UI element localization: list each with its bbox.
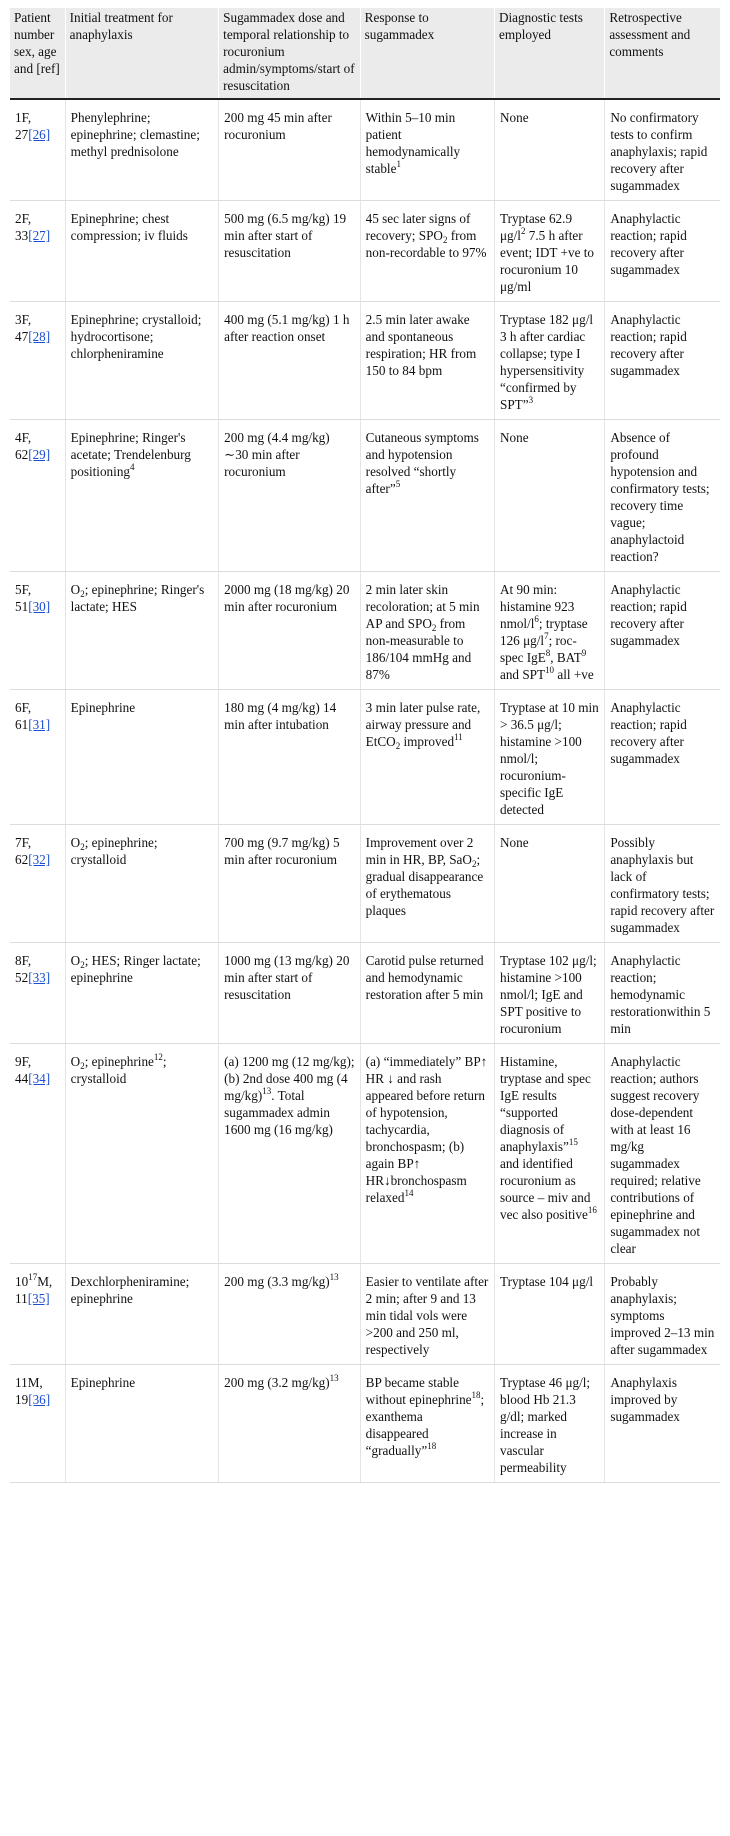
cell-response bbox=[360, 825, 494, 943]
cell-assessment bbox=[605, 1264, 720, 1365]
footnote-marker: 13 bbox=[329, 1272, 339, 1282]
cell-tests bbox=[494, 825, 604, 943]
cell-text: Epinephrine bbox=[70, 1375, 136, 1390]
reference-link[interactable]: [32] bbox=[28, 852, 51, 867]
cell-text: Easier to ventilate after 2 min; after 9 and 13 min tidal vols were >200 and 250 ml, respectively bbox=[365, 1274, 489, 1357]
table-row bbox=[10, 420, 720, 572]
cell-tests bbox=[494, 420, 604, 572]
cell-text: Anaphylaxis improved by sugammadex bbox=[610, 1375, 680, 1424]
subscript: 2 bbox=[80, 960, 85, 970]
footnote-marker: 2 bbox=[520, 226, 526, 236]
cell-dose bbox=[219, 1365, 361, 1483]
cell-assessment bbox=[605, 1044, 720, 1264]
cell-tests bbox=[494, 1264, 604, 1365]
cell-patient bbox=[10, 690, 65, 825]
cell-text: O bbox=[70, 582, 81, 597]
cell-text: Tryptase at 10 min > 36.5 μg/l; histamine >100 nmol/l; rocuronium-specific IgE detected bbox=[499, 700, 599, 817]
cell-assessment bbox=[605, 1365, 720, 1483]
cell-text: 2 min later skin recoloration; at 5 min AP and SPO bbox=[365, 582, 480, 631]
cell-tests bbox=[494, 201, 604, 302]
cell-text: Anaphylactic reaction; authors suggest recovery dose-dependent with at least 16 mg/kg sugammadex required; relative contributions of epinephrine and sugammadex not clear bbox=[610, 1054, 701, 1256]
subscript: 2 bbox=[431, 623, 437, 633]
cell-text: (a) “immediately” BP↑ HR ↓ and rash appeared before return of hypotension, tachycardia, bronchospasm; (b) again BP↑ HR↓bronchospasm relaxed bbox=[365, 1054, 488, 1205]
footnote-marker: 10 bbox=[545, 665, 555, 675]
cell-text: ; exanthema disappeared “gradually” bbox=[365, 1392, 485, 1458]
cell-text: 500 mg (6.5 mg/kg) 19 min after start of resuscitation bbox=[224, 211, 347, 260]
cell-response bbox=[360, 99, 494, 201]
reference-link[interactable]: [29] bbox=[28, 447, 51, 462]
footnote-marker: 5 bbox=[395, 479, 401, 489]
cell-response bbox=[360, 1264, 494, 1365]
cell-text: Epinephrine; crystalloid; hydrocortisone; chlorpheniramine bbox=[70, 312, 202, 361]
reference-link[interactable]: [36] bbox=[28, 1392, 51, 1407]
cell-text: Carotid pulse returned and hemodynamic restoration after 5 min bbox=[365, 953, 484, 1002]
table-row bbox=[10, 1365, 720, 1483]
cell-text: None bbox=[499, 110, 529, 125]
cell-response bbox=[360, 302, 494, 420]
cell-text: Histamine, tryptase and spec IgE results “supported diagnosis of anaphylaxis” bbox=[499, 1054, 591, 1154]
cell-text: Anaphylactic reaction; rapid recovery after sugammadex bbox=[610, 582, 687, 648]
cell-text: At 90 min: histamine 923 nmol/l bbox=[499, 582, 575, 631]
cell-assessment bbox=[605, 420, 720, 572]
cell-dose bbox=[219, 825, 361, 943]
cell-assessment bbox=[605, 690, 720, 825]
cell-response bbox=[360, 690, 494, 825]
cell-text: 400 mg (5.1 mg/kg) 1 h after reaction onset bbox=[224, 312, 350, 344]
cell-text: Tryptase 62.9 μg/l bbox=[499, 211, 573, 243]
cell-text: None bbox=[499, 835, 529, 850]
subscript: 2 bbox=[442, 235, 448, 245]
subscript: 2 bbox=[471, 859, 477, 869]
table-row bbox=[10, 99, 720, 201]
cell-assessment bbox=[605, 99, 720, 201]
cell-tests bbox=[494, 1044, 604, 1264]
cell-text: Cutaneous symptoms and hypotension resolved “shortly after” bbox=[365, 430, 479, 496]
footnote-marker: 7 bbox=[544, 631, 549, 641]
cell-text: Epinephrine; Ringer's acetate; Trendelenburg positioning bbox=[70, 430, 191, 479]
cell-text: 200 mg (4.4 mg/kg) ∼30 min after rocuronium bbox=[224, 430, 330, 479]
patient-id: 6F, 61 bbox=[15, 700, 32, 732]
reference-link[interactable]: [26] bbox=[28, 127, 51, 142]
cell-assessment bbox=[605, 201, 720, 302]
cell-text: O bbox=[70, 1054, 81, 1069]
patient-id: 2F, 33 bbox=[15, 211, 32, 243]
cell-patient bbox=[10, 1365, 65, 1483]
subscript: 2 bbox=[80, 842, 85, 852]
cell-text: and identified rocuronium as source – miv and vec also positive bbox=[499, 1156, 591, 1222]
header-tests: Diagnostic tests employed bbox=[494, 8, 604, 99]
table-row bbox=[10, 943, 720, 1044]
footnote-marker: 13 bbox=[329, 1373, 339, 1383]
cell-text: 1000 mg (13 mg/kg) 20 min after start of resuscitation bbox=[224, 953, 350, 1002]
cell-text: Epinephrine; chest compression; iv fluids bbox=[70, 211, 188, 243]
cell-patient bbox=[10, 572, 65, 690]
reference-link[interactable]: [27] bbox=[28, 228, 51, 243]
patient-id: 7F, 62 bbox=[15, 835, 32, 867]
cell-text: 180 mg (4 mg/kg) 14 min after intubation bbox=[224, 700, 337, 732]
cell-response bbox=[360, 943, 494, 1044]
cell-dose bbox=[219, 302, 361, 420]
footnote-marker: 15 bbox=[568, 1137, 578, 1147]
cell-treatment bbox=[65, 99, 219, 201]
cell-response bbox=[360, 201, 494, 302]
cell-text: ; tryptase 126 μg/l bbox=[499, 616, 588, 648]
cell-patient bbox=[10, 825, 65, 943]
cell-text: 200 mg 45 min after rocuronium bbox=[224, 110, 332, 142]
patient-id: 5F, 51 bbox=[15, 582, 32, 614]
cell-text: 3 min later pulse rate, airway pressure and EtCO bbox=[365, 700, 481, 749]
cell-patient bbox=[10, 201, 65, 302]
table-row bbox=[10, 201, 720, 302]
table-row bbox=[10, 690, 720, 825]
footnote-marker: 9 bbox=[581, 648, 587, 658]
cell-text: O bbox=[70, 835, 81, 850]
cell-assessment bbox=[605, 943, 720, 1044]
subscript: 2 bbox=[395, 741, 401, 751]
cell-dose bbox=[219, 420, 361, 572]
cell-text: from non-measurable to 186/104 mmHg and 87% bbox=[365, 616, 472, 682]
cell-treatment bbox=[65, 690, 219, 825]
cell-dose bbox=[219, 201, 361, 302]
footnote-marker: 13 bbox=[262, 1086, 272, 1096]
cell-dose bbox=[219, 572, 361, 690]
cell-patient bbox=[10, 302, 65, 420]
cell-text: Epinephrine bbox=[70, 700, 136, 715]
cell-assessment bbox=[605, 572, 720, 690]
cell-text: 45 sec later signs of recovery; SPO bbox=[365, 211, 471, 243]
cell-text: 700 mg (9.7 mg/kg) 5 min after rocuronium bbox=[224, 835, 340, 867]
cell-text: improved bbox=[400, 734, 455, 749]
footnote-marker: 11 bbox=[454, 732, 463, 742]
cell-text: 2000 mg (18 mg/kg) 20 min after rocuronium bbox=[224, 582, 350, 614]
reference-link[interactable]: [35] bbox=[27, 1291, 50, 1306]
patient-id: 10 bbox=[15, 1274, 29, 1289]
cell-treatment bbox=[65, 1365, 219, 1483]
patient-id: 11M, 19 bbox=[15, 1375, 43, 1407]
subscript: 2 bbox=[80, 589, 85, 599]
cell-patient bbox=[10, 943, 65, 1044]
cell-text: ; epinephrine; crystalloid bbox=[70, 835, 158, 867]
cell-tests bbox=[494, 99, 604, 201]
cell-text: Tryptase 104 μg/l bbox=[499, 1274, 594, 1289]
cell-text: all +ve bbox=[554, 667, 594, 682]
cell-text: 200 mg (3.2 mg/kg) bbox=[224, 1375, 330, 1390]
footnote-marker: 1 bbox=[396, 159, 401, 169]
cell-text: Tryptase 102 μg/l; histamine >100 nmol/l; IgE and SPT positive to rocuronium bbox=[499, 953, 597, 1036]
cell-text: Dexchlorpheniramine; epinephrine bbox=[70, 1274, 190, 1306]
cell-text: Improvement over 2 min in HR, BP, SaO bbox=[365, 835, 474, 867]
header-patient: Patient number sex, age and [ref] bbox=[10, 8, 65, 99]
cell-response bbox=[360, 420, 494, 572]
cell-text: , BAT bbox=[550, 650, 582, 665]
cell-text: Anaphylactic reaction; hemodynamic restorationwithin 5 min bbox=[610, 953, 711, 1036]
cell-text: Anaphylactic reaction; rapid recovery after sugammadex bbox=[610, 312, 687, 378]
cell-treatment bbox=[65, 1044, 219, 1264]
cell-treatment bbox=[65, 825, 219, 943]
patient-id: 8F, 52 bbox=[15, 953, 32, 985]
cell-response bbox=[360, 1365, 494, 1483]
reference-link[interactable]: [31] bbox=[28, 717, 51, 732]
cell-text: ; gradual disappearance of erythematous plaques bbox=[365, 852, 484, 918]
header-response: Response to sugammadex bbox=[360, 8, 494, 99]
patient-id: 3F, 47 bbox=[15, 312, 32, 344]
cell-text: None bbox=[499, 430, 529, 445]
footnote-marker: 17 bbox=[28, 1272, 38, 1282]
cell-tests bbox=[494, 302, 604, 420]
cell-text: O bbox=[70, 953, 81, 968]
subscript: 2 bbox=[80, 1061, 85, 1071]
header-assessment: Retrospective assessment and comments bbox=[605, 8, 720, 99]
table-row bbox=[10, 825, 720, 943]
footnote-marker: 14 bbox=[404, 1188, 414, 1198]
cell-response bbox=[360, 572, 494, 690]
header-dose: Sugammadex dose and temporal relationship to rocuronium admin/symptoms/start of resuscitation bbox=[219, 8, 361, 99]
cell-assessment bbox=[605, 302, 720, 420]
cell-text: Within 5–10 min patient hemodynamically stable bbox=[365, 110, 461, 176]
cell-text: Absence of profound hypotension and confirmatory tests; recovery time vague; anaphylactoid reaction? bbox=[610, 430, 710, 564]
sugammadex-case-table bbox=[10, 8, 720, 1483]
cell-patient bbox=[10, 1264, 65, 1365]
cell-dose bbox=[219, 1044, 361, 1264]
patient-id: 1F, 27 bbox=[15, 110, 32, 142]
cell-dose bbox=[219, 1264, 361, 1365]
footnote-marker: 18 bbox=[471, 1390, 481, 1400]
footnote-marker: 16 bbox=[587, 1205, 597, 1215]
cell-text: . Total sugammadex admin 1600 mg (16 mg/kg) bbox=[224, 1088, 333, 1137]
cell-dose bbox=[219, 99, 361, 201]
table-row bbox=[10, 1264, 720, 1365]
cell-text: Probably anaphylaxis; symptoms improved 2–13 min after sugammadex bbox=[610, 1274, 715, 1357]
cell-assessment bbox=[605, 825, 720, 943]
cell-text: from non-recordable to 97% bbox=[365, 228, 487, 260]
cell-text: (a) 1200 mg (12 mg/kg); (b) 2nd dose 400 mg (4 mg/kg) bbox=[224, 1054, 355, 1103]
cell-treatment bbox=[65, 572, 219, 690]
reference-link[interactable]: [34] bbox=[28, 1071, 51, 1086]
cell-text: Anaphylactic reaction; rapid recovery after sugammadex bbox=[610, 700, 687, 766]
footnote-marker: 8 bbox=[545, 648, 551, 658]
cell-text: 7.5 h after event; IDT +ve to rocuronium 10 μg/ml bbox=[499, 228, 594, 294]
cell-text: Anaphylactic reaction; rapid recovery after sugammadex bbox=[610, 211, 687, 277]
cell-treatment bbox=[65, 943, 219, 1044]
table-row bbox=[10, 1044, 720, 1264]
reference-link[interactable]: [28] bbox=[28, 329, 51, 344]
cell-text: ; HES; Ringer lactate; epinephrine bbox=[70, 953, 201, 985]
header-treatment: Initial treatment for anaphylaxis bbox=[65, 8, 219, 99]
cell-text: ; roc-spec IgE bbox=[499, 633, 577, 665]
cell-treatment bbox=[65, 302, 219, 420]
reference-link[interactable]: [30] bbox=[28, 599, 51, 614]
footnote-marker: 18 bbox=[427, 1441, 437, 1451]
patient-id: 4F, 62 bbox=[15, 430, 32, 462]
cell-tests bbox=[494, 1365, 604, 1483]
cell-treatment bbox=[65, 1264, 219, 1365]
cell-text: 2.5 min later awake and spontaneous respiration; HR from 150 to 84 bpm bbox=[365, 312, 477, 378]
reference-link[interactable]: [33] bbox=[28, 970, 51, 985]
cell-text: and SPT bbox=[499, 667, 546, 682]
cell-text: ; epinephrine; Ringer's lactate; HES bbox=[70, 582, 205, 614]
footnote-marker: 6 bbox=[534, 614, 539, 624]
patient-id-tail: M, 11 bbox=[15, 1274, 53, 1306]
cell-text: Possibly anaphylaxis but lack of confirmatory tests; rapid recovery after sugammadex bbox=[610, 835, 715, 935]
cell-tests bbox=[494, 690, 604, 825]
table-header-row bbox=[10, 8, 720, 99]
cell-dose bbox=[219, 690, 361, 825]
cell-treatment bbox=[65, 420, 219, 572]
cell-patient bbox=[10, 1044, 65, 1264]
cell-text: Tryptase 182 μg/l 3 h after cardiac collapse; type I hypersensitivity “confirmed by SPT” bbox=[499, 312, 594, 412]
table-row bbox=[10, 572, 720, 690]
cell-tests bbox=[494, 572, 604, 690]
cell-tests bbox=[494, 943, 604, 1044]
footnote-marker: 4 bbox=[130, 462, 135, 472]
cell-text: Phenylephrine; epinephrine; clemastine; methyl prednisolone bbox=[70, 110, 200, 159]
cell-patient bbox=[10, 99, 65, 201]
cell-response bbox=[360, 1044, 494, 1264]
cell-text: ; epinephrine bbox=[84, 1054, 154, 1069]
table-body bbox=[10, 99, 720, 1483]
cell-text: BP became stable without epinephrine bbox=[365, 1375, 472, 1407]
cell-text: Tryptase 46 μg/l; blood Hb 21.3 g/dl; marked increase in vascular permeability bbox=[499, 1375, 591, 1475]
table-row bbox=[10, 302, 720, 420]
cell-dose bbox=[219, 943, 361, 1044]
footnote-marker: 12 bbox=[153, 1052, 163, 1062]
cell-text: No confirmatory tests to confirm anaphylaxis; rapid recovery after sugammadex bbox=[610, 110, 708, 193]
footnote-marker: 3 bbox=[528, 395, 534, 405]
patient-id: 9F, 44 bbox=[15, 1054, 32, 1086]
cell-treatment bbox=[65, 201, 219, 302]
cell-text: ; crystalloid bbox=[70, 1054, 167, 1086]
cell-patient bbox=[10, 420, 65, 572]
cell-text: 200 mg (3.3 mg/kg) bbox=[224, 1274, 330, 1289]
